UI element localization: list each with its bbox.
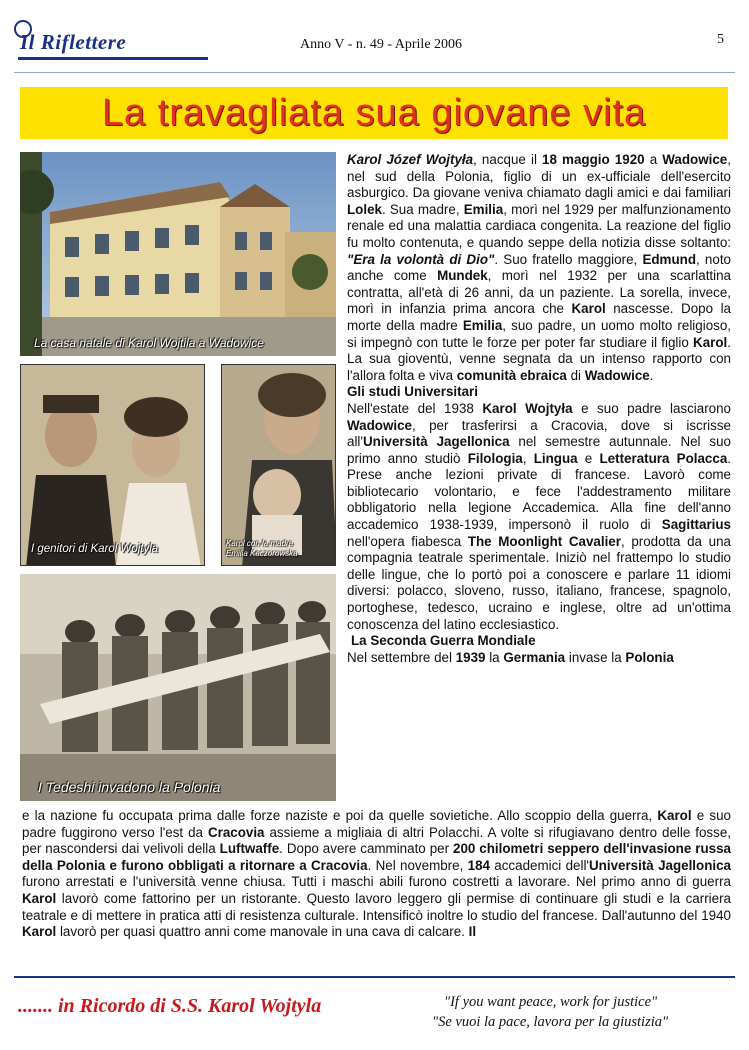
emphasis-text: Lingua	[533, 450, 578, 466]
page-number: 5	[717, 32, 724, 47]
emphasis-text: "Era la volontà di Dio"	[347, 251, 495, 267]
title-banner	[20, 87, 728, 139]
body-text: nascesse. Dopo la morte della madre	[347, 301, 731, 333]
mother-photo	[221, 364, 336, 566]
emphasis-text: Edmund	[642, 251, 696, 267]
emphasis-text: Germania	[503, 649, 566, 665]
body-text: . Dopo avere camminato per	[279, 841, 453, 857]
mother-caption-line-2: Emilia Kaczorowska	[226, 549, 298, 558]
emphasis-text: Emilia	[463, 201, 504, 217]
emphasis-text: Karol	[22, 890, 57, 906]
footer-quote-english: "If you want peace, work for justice"	[444, 994, 658, 1010]
masthead-underline	[18, 57, 208, 60]
parents-photo	[20, 364, 205, 566]
parents-caption: I genitori di Karol Wojtyla	[31, 543, 159, 555]
emphasis-text: Karol Wojtyła	[482, 400, 573, 416]
emphasis-text: Karol	[22, 924, 57, 940]
section-heading-war: La Seconda Guerra Mondiale	[351, 633, 536, 649]
emphasis-text: Karol	[693, 334, 728, 350]
body-text: , suo padre, un uomo molto religioso, si impegnò con tutte le forze per poter far studiare il figlio	[347, 317, 732, 350]
body-text: e	[577, 450, 600, 466]
issue-info: Anno V - n. 49 - Aprile 2006	[300, 37, 463, 52]
emphasis-text: 200 chilometri seppero dell'invasione russa della Polonia e furono obbligati a ritornare a Cracovia	[22, 841, 731, 873]
masthead-title: Il Riflettere	[20, 30, 127, 54]
mother-caption-line-1: Karol con la madre	[226, 539, 294, 548]
body-text: Nell'estate del 1938	[347, 400, 483, 416]
birthplace-photo	[20, 152, 336, 356]
body-text: e la nazione fu occupata prima dalle forze naziste e poi da quelle sovietiche. Allo scoppio della guerra,	[22, 808, 658, 823]
body-text: , morì nel 1929 per malfunzionamento renale ed una malattia cardiaca congenita. La reazione del figlio fu molto contenuta, e quando seppe della notizia disse soltanto:	[347, 201, 731, 250]
footer-dedication: ....... in Ricordo di S.S. Karol Wojtyla	[18, 995, 322, 1017]
emphasis-text: Emilia	[462, 317, 503, 333]
birthplace-caption: La casa natale di Karol Wojtila a Wadowice	[34, 336, 264, 350]
emphasis-text: Wadowice	[584, 367, 650, 383]
article-column	[347, 152, 731, 666]
body-text: . La sua gioventù, venne segnata da un intenso rapporto con l'allora folta e viva	[347, 334, 731, 383]
emphasis-text: Università Jagellonica	[589, 857, 732, 873]
body-text: ,	[522, 450, 534, 466]
emphasis-text: Lolek	[347, 201, 382, 217]
masthead	[14, 18, 214, 58]
section-heading-university: Gli studi Universitari	[347, 384, 478, 400]
article-title: La travagliata sua giovane vita	[101, 92, 647, 134]
body-text: , nel sud della Polonia, figlio di un ex-ufficiale dell'esercito asburgico. Da giovane veniva chiamato dagli amici e dai familiari	[347, 152, 731, 201]
footer-quote-italian: "Se vuoi la pace, lavora per la giustizia"	[432, 1014, 669, 1030]
body-text: , morì nel 1932 per una scarlattina contratta, all'età di 26 anni, da un paziente. La sorella, invece, morì in infanzia prima ancora che	[347, 268, 731, 317]
body-text: nell'opera fiabesca	[347, 533, 468, 549]
emphasis-text: Wadowice	[662, 152, 728, 167]
body-text: a	[644, 152, 663, 167]
body-text: la	[485, 649, 504, 665]
body-text: lavorò come fattorino per un ristorante. Questo lavoro leggero gli permise di continuare gli studi e la carriera teatrale e di mettere in pratica atti di resistenza culturale. Intensificò inoltre lo studio del francese. Dall'autunno del 1940	[22, 890, 731, 923]
emphasis-text: Università Jagellonica	[362, 434, 510, 450]
body-text: , noto anche come	[347, 251, 731, 284]
header-divider	[14, 72, 735, 73]
body-text: invase la	[565, 649, 626, 665]
article-continuation	[22, 808, 731, 941]
emphasis-text: comunità ebraica	[456, 367, 567, 383]
emphasis-text: Cracovia	[207, 824, 265, 840]
body-text: . Sua madre,	[381, 201, 464, 217]
emphasis-text: Mundek	[437, 268, 488, 284]
body-text: assieme a migliaia di altri Polacchi. A volte si rifugiavano dentro delle fosse, per nascondersi dai velivoli della	[22, 824, 731, 857]
body-text: , prodotta da una compagnia teatrale sperimentale. Iniziò nel frattempo lo studio delle lingue, che lo portò poi a conoscere e parlare 11 idiomi diversi: polacco, sloveno, russo, italiano, francese, spagnolo, portoghese, tedesco, ucraino e inglese, oltre ad un'ottima conoscenza del latino ecclesiastico.	[347, 533, 731, 632]
emphasis-text: Filologia	[467, 450, 523, 466]
emphasis-text: Il	[468, 924, 477, 940]
emphasis-text: Karol	[657, 808, 692, 823]
body-text: . Prese anche lezioni private di francese. Lavorò come bibliotecario volontario, e fece l'addestramento militare obbligatorio nella legione Accademica. Alla fine dell'anno accademico 1938-1939, impersonò il ruolo di	[347, 450, 732, 533]
body-text: accademici dell'	[489, 857, 589, 873]
body-text: . Nel novembre,	[367, 857, 468, 873]
invasion-photo	[20, 574, 336, 801]
emphasis-text: 18 maggio 1920	[542, 152, 645, 167]
footer-divider	[14, 976, 735, 978]
body-text: Nel settembre del	[347, 649, 456, 665]
body-text: di	[566, 367, 585, 383]
invasion-caption: I Tedeshi invadono la Polonia	[38, 779, 221, 795]
body-text: furono arrestati e l'università venne chiusa. Tutti i maschi abili furono costretti a lavorare. Nel primo anno di guerra	[22, 874, 731, 890]
body-text: . Suo fratello maggiore,	[494, 251, 643, 267]
article-paragraph-3-continued	[22, 808, 731, 941]
emphasis-text: Luftwaffe	[219, 841, 280, 857]
emphasis-text: Letteratura Polacca	[599, 450, 728, 466]
article-paragraph-1	[347, 152, 731, 384]
body-text: , per trasferirsi a Cracovia, dove si iscrisse all'	[347, 417, 731, 450]
emphasis-text: The Moonlight Cavalier	[467, 533, 621, 549]
emphasis-text: Karol	[571, 301, 606, 317]
article-paragraph-2	[347, 401, 731, 633]
article-paragraph-3-start	[347, 650, 731, 667]
body-text: e suo padre fuggirono verso l'est da	[22, 808, 731, 840]
emphasis-text: Karol Józef Wojtyła	[347, 152, 474, 167]
body-text: , nacque il	[473, 152, 543, 167]
body-text: nel semestre autunnale. Nel suo primo anno studiò	[347, 434, 731, 466]
body-text: e suo padre lasciarono	[572, 400, 732, 416]
emphasis-text: 184	[467, 857, 490, 873]
emphasis-text: Wadowice	[347, 417, 412, 433]
body-text: lavorò per quasi quattro anni come manovale in una cava di calcare.	[56, 924, 469, 940]
emphasis-text: Polonia	[625, 649, 674, 665]
body-text: .	[649, 367, 654, 383]
emphasis-text: 1939	[455, 649, 486, 665]
emphasis-text: Sagittarius	[661, 517, 731, 533]
